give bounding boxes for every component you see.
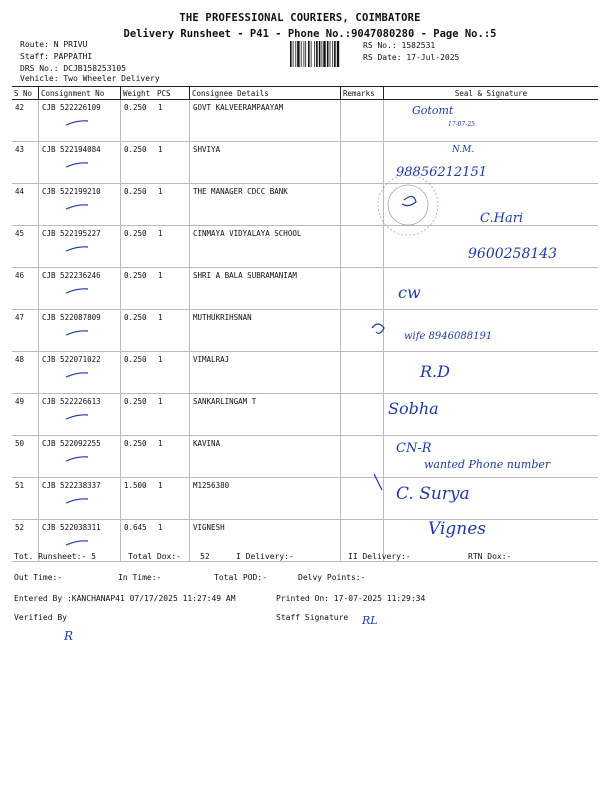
- cell-consignment: CJB 522194084: [39, 142, 121, 184]
- drs-number: DRS No.: DCJB158253105: [20, 64, 126, 73]
- cell-consignment: CJB 522226613: [39, 394, 121, 436]
- handwritten-date: 17-07-25: [448, 121, 475, 128]
- total-dox-value: 52: [200, 552, 210, 561]
- cell-sno: 45: [12, 226, 39, 268]
- cell-remarks: [341, 268, 384, 310]
- cell-consignee: M1256380: [190, 478, 341, 520]
- cell-consignment: CJB 522071022: [39, 352, 121, 394]
- cell-pcs: 1: [155, 142, 190, 184]
- cell-weight: 1.500: [121, 478, 156, 520]
- col-consignment: Consignment No: [39, 87, 121, 100]
- handwritten-note: wife 8946088191: [404, 331, 493, 342]
- cell-consignee: THE MANAGER CDCC BANK: [190, 184, 341, 226]
- handwritten-signature: C. Surya: [396, 484, 470, 504]
- cell-remarks: [341, 310, 384, 352]
- handwritten-signature: cw: [398, 283, 421, 302]
- cell-signature: [384, 310, 599, 352]
- cell-sno: 44: [12, 184, 39, 226]
- table-row: [12, 184, 598, 226]
- cell-consignee: KAVINA: [190, 436, 341, 478]
- verified-signature: R: [64, 629, 74, 643]
- printed-on: Printed On: 17-07-2025 11:29:34: [276, 594, 426, 603]
- cell-consignee: SHVIYA: [190, 142, 341, 184]
- cell-consignee: VIGNESH: [190, 520, 341, 562]
- handwritten-signature: Vignes: [428, 519, 487, 539]
- tick-mark: [62, 200, 92, 212]
- total-dox-label: Total Dox:-: [128, 552, 181, 561]
- col-seal-signature: Seal & Signature: [384, 87, 599, 100]
- cell-consignment: CJB 522092255: [39, 436, 121, 478]
- staff-signature-mark: RL: [362, 614, 378, 627]
- cell-sno: 46: [12, 268, 39, 310]
- cell-sno: 47: [12, 310, 39, 352]
- cell-consignee: VIMALRAJ: [190, 352, 341, 394]
- cell-signature: [384, 352, 599, 394]
- cell-consignment: CJB 522195227: [39, 226, 121, 268]
- tick-mark: [62, 326, 92, 338]
- runsheet-table: [12, 86, 598, 562]
- cell-consignment: CJB 522199210: [39, 184, 121, 226]
- rs-date: RS Date: 17-Jul-2025: [363, 53, 460, 62]
- cell-remarks: [341, 184, 384, 226]
- handwritten-phone: 98856212151: [396, 165, 487, 180]
- handwritten-signature: Gotomt: [412, 104, 454, 117]
- cell-consignment: CJB 522226109: [39, 100, 121, 142]
- total-pod: Total POD:-: [214, 573, 267, 582]
- cell-consignee: GOVT KALVEERAMPAAYAM: [190, 100, 341, 142]
- cell-weight: 0.250: [121, 142, 156, 184]
- verified-by-label: Verified By: [14, 613, 67, 622]
- cell-consignment: CJB 522038311: [39, 520, 121, 562]
- cell-signature: [384, 142, 599, 184]
- cell-weight: 0.250: [121, 184, 156, 226]
- delivery-points: Delvy Points:-: [298, 573, 366, 582]
- cell-weight: 0.250: [121, 100, 156, 142]
- cell-sno: 49: [12, 394, 39, 436]
- handwritten-note: CN-R: [396, 441, 432, 456]
- rtn-dox: RTN Dox:-: [468, 552, 512, 561]
- tick-mark: [62, 158, 92, 170]
- cell-remarks: [341, 142, 384, 184]
- in-time: In Time:-: [118, 573, 162, 582]
- table-row: [12, 478, 598, 520]
- col-remarks: Remarks: [341, 87, 384, 100]
- handwritten-signature: Sobha: [388, 399, 439, 418]
- table-row: [12, 436, 598, 478]
- entered-by: Entered By :KANCHANAP41 07/17/2025 11:27:49 AM: [14, 594, 236, 603]
- cell-sno: 42: [12, 100, 39, 142]
- cell-sno: 50: [12, 436, 39, 478]
- handwritten-name: C.Hari: [480, 211, 524, 226]
- cell-weight: 0.250: [121, 436, 156, 478]
- cell-consignment: CJB 522236246: [39, 268, 121, 310]
- cell-weight: 0.250: [121, 268, 156, 310]
- cell-consignee: SANKARLINGAM T: [190, 394, 341, 436]
- cell-pcs: 1: [155, 436, 190, 478]
- cell-remarks: [341, 436, 384, 478]
- table-row: [12, 310, 598, 352]
- cell-pcs: 1: [155, 352, 190, 394]
- cell-weight: 0.250: [121, 352, 156, 394]
- cell-pcs: 1: [155, 100, 190, 142]
- cell-weight: 0.250: [121, 310, 156, 352]
- cell-consignment: CJB 522238337: [39, 478, 121, 520]
- handwritten-signature: N.M.: [452, 145, 475, 155]
- cell-signature: [384, 394, 599, 436]
- cell-weight: 0.250: [121, 394, 156, 436]
- handwritten-note: wanted Phone number: [424, 458, 551, 471]
- handwritten-signature: R.D: [420, 362, 450, 381]
- tick-mark: [62, 410, 92, 422]
- cell-consignee: CINMAYA VIDYALAYA SCHOOL: [190, 226, 341, 268]
- cell-weight: 0.250: [121, 226, 156, 268]
- total-runsheet: Tot. Runsheet:- 5: [14, 552, 96, 561]
- cell-pcs: 1: [155, 478, 190, 520]
- cell-weight: 0.645: [121, 520, 156, 562]
- tick-mark: [62, 242, 92, 254]
- cell-consignee: SHRI A BALA SUBRAMANIAM: [190, 268, 341, 310]
- cell-signature: [384, 184, 599, 226]
- handwritten-phone: 9600258143: [468, 246, 558, 262]
- cell-pcs: 1: [155, 394, 190, 436]
- document-title: THE PROFESSIONAL COURIERS, COIMBATORE: [179, 12, 421, 24]
- col-consignee: Consignee Details: [190, 87, 341, 100]
- rs-number: RS No.: 1582531: [363, 41, 436, 50]
- cell-signature: [384, 268, 599, 310]
- tick-mark: [62, 116, 92, 128]
- staff-label: Staff: PAPPATHI: [20, 52, 93, 61]
- cell-signature: [384, 226, 599, 268]
- cell-signature: [384, 100, 599, 142]
- i-delivery: I Delivery:-: [236, 552, 294, 561]
- cell-pcs: 1: [155, 226, 190, 268]
- col-weight: Weight: [121, 87, 156, 100]
- table-row: [12, 352, 598, 394]
- cell-sno: 51: [12, 478, 39, 520]
- cell-pcs: 1: [155, 268, 190, 310]
- cell-remarks: [341, 352, 384, 394]
- cell-remarks: [341, 394, 384, 436]
- cell-remarks: [341, 100, 384, 142]
- ii-delivery: II Delivery:-: [348, 552, 411, 561]
- cell-sno: 43: [12, 142, 39, 184]
- cell-pcs: 1: [155, 310, 190, 352]
- cell-remarks: [341, 478, 384, 520]
- route-label: Route: N PRIVU: [20, 40, 88, 49]
- vehicle-label: Vehicle: Two Wheeler Delivery: [20, 74, 160, 83]
- table-row: [12, 142, 598, 184]
- tick-mark: [62, 452, 92, 464]
- cell-signature: [384, 436, 599, 478]
- out-time: Out Time:-: [14, 573, 63, 582]
- col-sno: S No: [12, 87, 39, 100]
- cell-pcs: 1: [155, 184, 190, 226]
- tick-mark: [62, 368, 92, 380]
- table-row: [12, 100, 598, 142]
- table-row: [12, 226, 598, 268]
- table-row: [12, 394, 598, 436]
- table-header-row: [12, 87, 598, 100]
- col-pcs: PCS: [155, 87, 190, 100]
- table-row: [12, 268, 598, 310]
- cell-consignment: CJB 522087809: [39, 310, 121, 352]
- cell-sno: 48: [12, 352, 39, 394]
- cell-sno: 52: [12, 520, 39, 562]
- cell-consignee: MUTHUKRIHSNAN: [190, 310, 341, 352]
- cell-pcs: 1: [155, 520, 190, 562]
- tick-mark: [62, 494, 92, 506]
- tick-mark: [62, 536, 92, 548]
- staff-signature-label: Staff Signature: [276, 613, 349, 622]
- barcode-image: [289, 41, 355, 67]
- runsheet-subtitle: Delivery Runsheet - P41 - Phone No.:9047080280 - Page No.:5: [123, 28, 497, 40]
- cell-remarks: [341, 226, 384, 268]
- tick-mark: [62, 284, 92, 296]
- cell-signature: [384, 478, 599, 520]
